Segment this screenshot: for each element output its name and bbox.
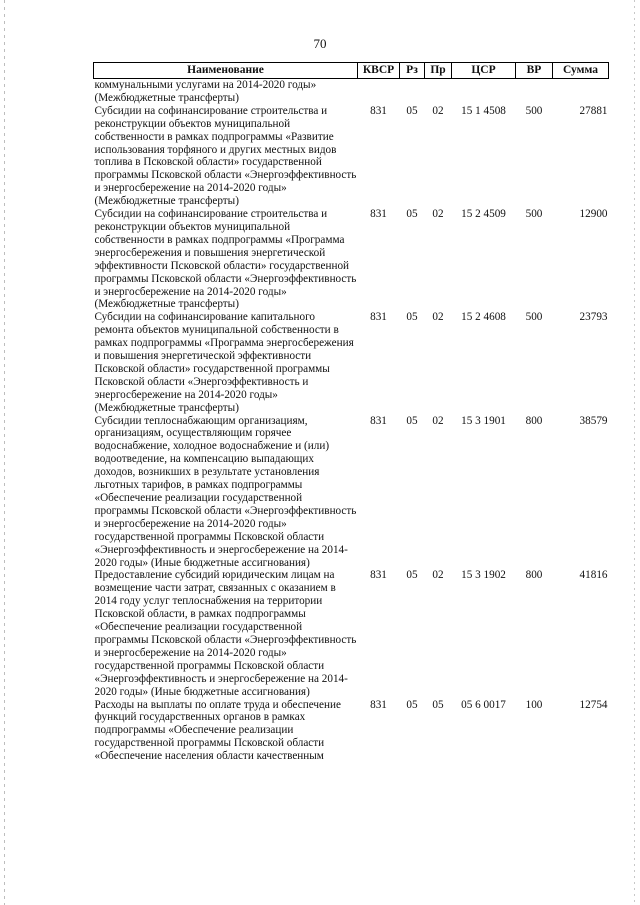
row-kvsr: 831 [370, 698, 387, 711]
row-rz: 05 [406, 698, 418, 711]
row-name: Предоставление субсидий юридическим лицам на возмещение части затрат, связанных с оказанием в 2014 году услуг теплоснабжения на территории Псковской области, в рамках подпрограммы «Обеспечение реализации государственной программы Псковской области «Энергоэффективность и энергосбережение на 2014-2020 годы» государственной программы Псковской области «Энергоэффективность и энергосбережение на 2014-2020 годы» (Иные бюджетные ассигнования) [94, 569, 357, 698]
row-rz: 05 [406, 104, 418, 117]
row-pr: 02 [432, 569, 444, 582]
row-pr: 02 [432, 311, 444, 324]
continuation-row [94, 79, 609, 105]
row-vr: 800 [525, 414, 543, 427]
row-csr: 15 1 4508 [461, 104, 506, 117]
row-name: Субсидии на софинансирование строительства и реконструкции объектов муниципальной собственности в рамках подпрограммы «Программа энергосбережения и повышения энергетической эффективности Псковской области» государственной программы Псковской области «Энергоэффективность и энергосбережение на 2014-2020 годы» (Межбюджетные трансферты) [94, 208, 357, 311]
row-vr: 100 [525, 698, 543, 711]
row-vr: 500 [525, 311, 543, 324]
row-vr: 500 [525, 104, 543, 117]
table-header-row [94, 63, 609, 79]
page-number: 70 [313, 36, 327, 51]
row-name: Субсидии на софинансирование капитального ремонта объектов муниципальной собственности в рамках подпрограммы «Программа энергосбережения и повышения энергетической эффективности Псковской области» государственной программы Псковской области «Энергоэффективность и энергосбережение на 2014-2020 годы» (Межбюджетные трансферты) [94, 311, 354, 414]
row-kvsr: 831 [370, 569, 387, 582]
row-kvsr: 831 [370, 208, 387, 221]
row-csr: 15 2 4509 [461, 208, 506, 221]
table-row [94, 311, 609, 414]
table-row [94, 569, 609, 698]
row-sum: 41816 [579, 569, 608, 582]
header-csr: ЦСР [452, 63, 516, 79]
header-vr: ВР [516, 63, 553, 79]
continuation-line: коммунальными услугами на 2014-2020 годы» [94, 79, 317, 91]
row-csr: 15 3 1901 [461, 414, 506, 427]
row-pr: 02 [432, 104, 444, 117]
row-name: Субсидии теплоснабжающим организациям, организациям, осуществляющим горячее водоснабжение, холодное водоснабжение и (или) водоотведение, на компенсацию выпадающих доходов, возникших в результате установления льготных тарифов, в рамках подпрограммы «Обеспечение реализации государственной программы Псковской области «Энергоэффективность и энергосбережение на 2014-2020 годы» государственной программы Псковской области «Энергоэффективность и энергосбережение на 2014-2020 годы» (Иные бюджетные ассигнования) [94, 414, 357, 569]
row-csr: 15 2 4608 [461, 311, 506, 324]
row-name: Субсидии на софинансирование строительства и реконструкции объектов муниципальной собственности в рамках подпрограммы «Развитие использования торфяного и других местных видов топлива в Псковской области» государственной программы Псковской области «Энергоэффективность и энергосбережение на 2014-2020 годы» (Межбюджетные трансферты) [94, 104, 357, 208]
row-pr: 02 [432, 414, 444, 427]
table-row [94, 415, 609, 570]
row-kvsr: 831 [370, 414, 387, 427]
row-name: Расходы на выплаты по оплате труда и обеспечение функций государственных органов в рамках подпрограммы «Обеспечение реализации государственной программы Псковской области «Обеспечение населения области качественным [94, 698, 341, 763]
row-vr: 800 [525, 569, 543, 582]
row-rz: 05 [406, 208, 418, 221]
row-kvsr: 831 [370, 311, 387, 324]
row-sum: 12900 [579, 208, 608, 221]
header-pr: Пр [425, 63, 452, 79]
continuation-line: (Межбюджетные трансферты) [94, 91, 239, 104]
row-csr: 05 6 0017 [461, 698, 506, 711]
table-row [94, 208, 609, 311]
header-name: Наименование [94, 63, 358, 79]
table-row [94, 105, 609, 208]
row-rz: 05 [406, 569, 418, 582]
row-pr: 02 [432, 208, 444, 221]
scan-edge-right [634, 0, 635, 905]
row-kvsr: 831 [370, 104, 387, 117]
continuation-text [94, 79, 609, 105]
row-sum: 38579 [579, 414, 608, 427]
header-kvsr: КВСР [358, 63, 400, 79]
header-sum: Сумма [553, 63, 609, 79]
row-vr: 500 [525, 208, 543, 221]
row-sum: 12754 [579, 698, 608, 711]
scan-edge-left [4, 0, 5, 905]
header-rz: Рз [400, 63, 425, 79]
table-row [94, 699, 609, 764]
row-sum: 27881 [579, 104, 608, 117]
row-sum: 23793 [579, 311, 608, 324]
budget-table [93, 62, 609, 763]
row-rz: 05 [406, 311, 418, 324]
row-csr: 15 3 1902 [461, 569, 506, 582]
row-pr: 05 [432, 698, 444, 711]
row-rz: 05 [406, 414, 418, 427]
